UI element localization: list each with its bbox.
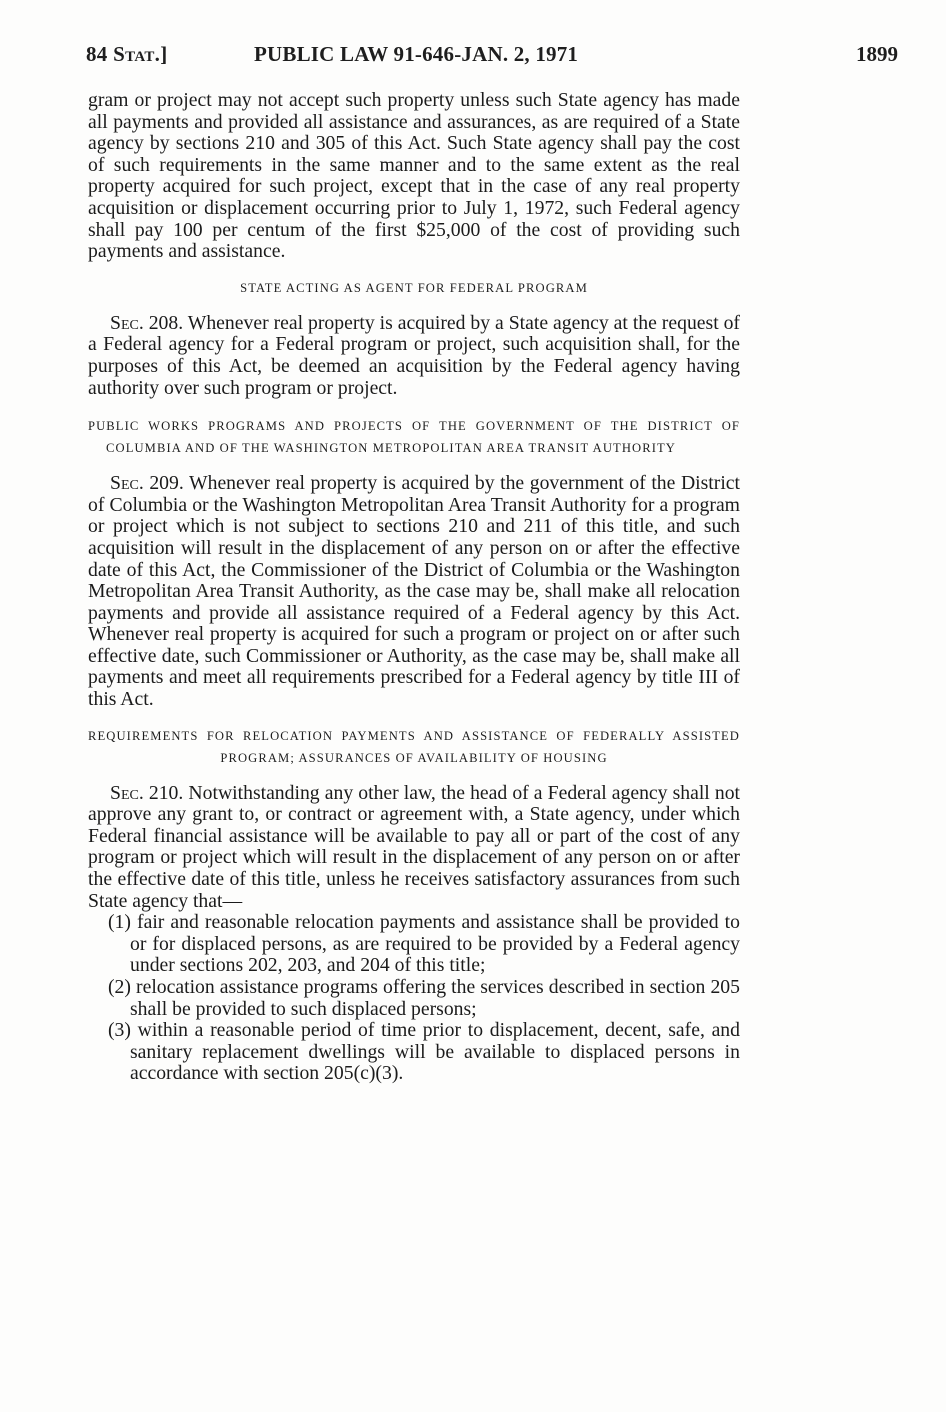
section-210-label: Sec. 210.	[110, 781, 184, 804]
section-209-paragraph	[88, 473, 740, 711]
section-208-text: Whenever real property is acquired by a State agency at the request of a Federal agency for a Federal program or project, such acquisition shall, for the purposes of this Act, be deemed an acquisition by the Federal agency having authority over such program or project.	[88, 311, 740, 399]
section-208-paragraph	[88, 313, 740, 399]
section-209-text: Whenever real property is acquired by the government of the District of Columbia or the Washington Metropolitan Area Transit Authority for a program or project which is not subject to sections 210 and 211 of this title, and such acquisition will result in the displacement of any person on or after the effective date of this Act, the Commissioner of the District of Columbia or the Washington Metropolitan Area Transit Authority, as the case may be, shall make all relocation payments and provide all assistance required of a Federal agency by this Act. Whenever real property is acquired for such a program or project on or after such effective date, such Commissioner or Authority, as the case may be, shall make all payments and meet all requirements prescribed for a Federal agency by title III of this Act.	[88, 472, 740, 711]
section-210-item-3: (3) within a reasonable period of time prior to displacement, decent, safe, and sanitary replacement dwellings will be available to displaced persons in accordance with section 205(c)(3).	[108, 1019, 740, 1085]
section-210-item-1: (1) fair and reasonable relocation payments and assistance shall be provided to or for displaced persons, as are required to be provided by a Federal agency under sections 202, 203, and 204 of this title;	[108, 911, 740, 977]
section-209-heading: PUBLIC WORKS PROGRAMS AND PROJECTS OF THE GOVERNMENT OF THE DISTRICT OF COLUMBIA AND OF THE WASHINGTON METROPOLITAN AREA TRANSIT AUTHORITY	[88, 419, 740, 456]
section-208-label: Sec. 208.	[110, 311, 184, 334]
page-header	[86, 42, 898, 70]
page-number: 1899	[856, 42, 898, 66]
document-body	[88, 90, 740, 1085]
section-210-item-2: (2) relocation assistance programs offering the services described in section 205 shall be provided to such displaced persons;	[108, 976, 740, 1020]
volume-number: 84	[86, 42, 108, 66]
section-209-label: Sec. 209.	[110, 472, 184, 495]
section-210-text: Notwithstanding any other law, the head of a Federal agency shall not approve any grant to, or contract or agreement with, a State agency, under which Federal financial assistance will be available to pay all or part of the cost of any program or project which will result in the displacement of any person on or after the effective date of this title, unless he receives satisfactory assurances from such State agency that—	[88, 781, 741, 912]
statute-volume	[86, 42, 168, 67]
volume-bracket: ]	[160, 42, 168, 66]
section-210-paragraph	[88, 783, 740, 913]
continuation-paragraph: gram or project may not accept such property unless such State agency has made all payments and provided all assistance and assurances, as are required of a State agency by sections 210 and 305 of this Act. Such State agency shall pay the cost of such requirements in the same manner and to the same extent as the real property acquired for such project, except that in the case of any real property acquisition or displacement occurring prior to July 1, 1972, such Federal agency shall pay 100 per centum of the first $25,000 of the cost of providing such payments and assistance.	[88, 89, 740, 263]
section-208-heading: STATE ACTING AS AGENT FOR FEDERAL PROGRAM	[240, 280, 588, 295]
law-title: PUBLIC LAW 91-646-JAN. 2, 1971	[254, 42, 579, 66]
stat-abbreviation: Stat.	[113, 42, 161, 66]
section-210-heading: REQUIREMENTS FOR RELOCATION PAYMENTS AND ASSISTANCE OF FEDERALLY ASSISTED PROGRAM; ASSURANCES OF AVAILABILITY OF HOUSING	[88, 728, 740, 765]
